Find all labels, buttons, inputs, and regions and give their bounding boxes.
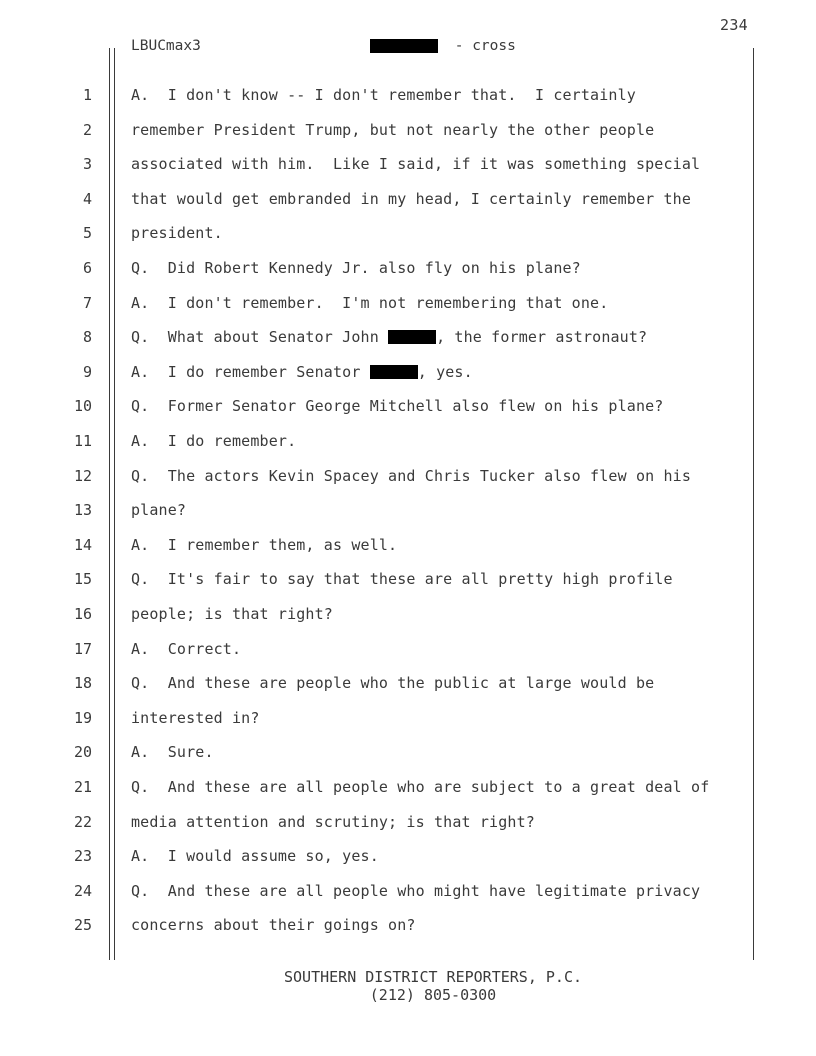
line-text	[131, 882, 700, 900]
line-text	[131, 536, 397, 554]
transcript-line	[0, 286, 816, 321]
line-number: 10	[73, 397, 92, 416]
transcript-line	[0, 389, 816, 424]
line-text-segment: concerns about their goings on?	[131, 916, 416, 935]
line-text	[131, 813, 535, 831]
transcript-line	[0, 355, 816, 390]
line-text-segment: A. I do remember.	[131, 432, 297, 450]
line-text-segment: president.	[131, 224, 223, 243]
line-text	[131, 743, 214, 761]
line-text-segment: A. I remember them, as well.	[131, 535, 398, 554]
line-text	[131, 778, 709, 796]
line-text-segment: Q. Did Robert Kennedy Jr. also fly on his plane?	[131, 259, 581, 277]
line-text	[131, 259, 581, 277]
line-number: 20	[73, 743, 92, 762]
line-text-segment: , yes.	[417, 362, 473, 381]
transcript-line	[0, 874, 816, 909]
line-number: 2	[82, 120, 92, 139]
redaction-block	[370, 39, 438, 53]
line-number: 18	[73, 674, 92, 693]
exam-type: - cross	[446, 38, 516, 54]
line-text-segment: interested in?	[131, 708, 260, 727]
line-text	[131, 86, 636, 104]
line-text-segment: media attention and scrutiny; is that right?	[131, 812, 535, 831]
line-text	[131, 397, 663, 415]
transcript-line	[0, 320, 816, 355]
line-text	[131, 432, 296, 450]
witness-header	[370, 38, 516, 54]
line-number: 25	[73, 916, 92, 935]
reporter-footer	[0, 968, 816, 1004]
transcript-line	[0, 666, 816, 701]
line-number: 9	[82, 362, 92, 381]
transcript-line	[0, 216, 816, 251]
case-code: LBUCmax3	[131, 38, 201, 54]
line-number: 7	[82, 293, 92, 312]
line-text	[131, 294, 608, 312]
line-number: 6	[82, 259, 92, 277]
line-text-segment: A. I would assume so, yes.	[131, 847, 379, 866]
line-text	[131, 640, 241, 658]
line-text	[131, 709, 260, 727]
transcript-line	[0, 528, 816, 563]
line-number: 15	[73, 570, 92, 589]
transcript-line	[0, 597, 816, 632]
line-number: 11	[73, 432, 92, 450]
line-number: 17	[73, 639, 92, 658]
line-text	[131, 190, 691, 208]
transcript-line	[0, 632, 816, 667]
reporter-phone: (212) 805-0300	[369, 986, 497, 1004]
line-text-segment: A. Correct.	[131, 639, 242, 658]
line-text	[131, 121, 654, 139]
line-text	[131, 328, 647, 346]
line-number: 14	[73, 535, 92, 554]
line-text-segment: Q. It's fair to say that these are all pretty high profile	[131, 570, 673, 589]
transcript-line	[0, 839, 816, 874]
line-text	[131, 363, 473, 381]
line-number: 13	[73, 501, 92, 520]
line-text-segment: Q. And these are all people who are subject to a great deal of	[131, 778, 710, 796]
line-text-segment: that would get embranded in my head, I certainly remember the	[131, 189, 692, 208]
line-number: 19	[73, 708, 92, 727]
transcript-line	[0, 770, 816, 805]
transcript-line	[0, 701, 816, 736]
line-number: 22	[73, 812, 92, 831]
line-text	[131, 467, 691, 485]
line-text-segment: Q. And these are all people who might have legitimate privacy	[131, 881, 701, 900]
redaction-block	[370, 365, 418, 379]
line-text	[131, 847, 379, 865]
transcript-line	[0, 147, 816, 182]
line-number: 23	[73, 847, 92, 866]
line-number: 8	[82, 328, 92, 347]
line-number: 5	[82, 224, 92, 243]
transcript-line	[0, 459, 816, 494]
transcript-line	[0, 735, 816, 770]
line-text	[131, 501, 186, 519]
redaction-block	[388, 330, 436, 344]
line-text-segment: people; is that right?	[131, 605, 333, 623]
line-text	[131, 605, 333, 623]
line-text-segment: plane?	[131, 501, 187, 520]
page-number: 234	[720, 16, 748, 34]
line-text-segment: A. Sure.	[131, 743, 214, 762]
line-text-segment: Q. What about Senator John	[131, 328, 389, 347]
line-number: 1	[82, 86, 92, 104]
line-text-segment: , the former astronaut?	[436, 328, 648, 347]
transcript-line	[0, 424, 816, 459]
line-text-segment: remember President Trump, but not nearly the other people	[131, 120, 655, 139]
line-number: 16	[73, 605, 92, 623]
line-text-segment: Q. The actors Kevin Spacey and Chris Tucker also flew on his	[131, 466, 692, 485]
reporter-name: SOUTHERN DISTRICT REPORTERS, P.C.	[283, 968, 582, 986]
transcript-line	[0, 251, 816, 286]
line-number: 4	[82, 189, 92, 208]
transcript-line	[0, 805, 816, 840]
line-text-segment: A. I don't know -- I don't remember that. I certainly	[131, 86, 636, 104]
line-text-segment: A. I do remember Senator	[131, 362, 370, 381]
line-number: 21	[73, 778, 92, 796]
line-text-segment: A. I don't remember. I'm not remembering that one.	[131, 293, 609, 312]
line-text	[131, 916, 416, 934]
transcript-line	[0, 562, 816, 597]
transcript-line	[0, 182, 816, 217]
line-text	[131, 155, 700, 173]
line-text-segment: associated with him. Like I said, if it was something special	[131, 155, 701, 174]
line-text-segment: Q. Former Senator George Mitchell also flew on his plane?	[131, 397, 664, 416]
line-text	[131, 570, 673, 588]
line-text	[131, 674, 654, 692]
line-number: 24	[73, 881, 92, 900]
transcript-line	[0, 908, 816, 943]
transcript-line	[0, 493, 816, 528]
line-number: 12	[73, 466, 92, 485]
line-number: 3	[82, 155, 92, 174]
line-text	[131, 224, 223, 242]
transcript-line	[0, 113, 816, 148]
line-text-segment: Q. And these are people who the public at large would be	[131, 674, 655, 693]
transcript-line	[0, 78, 816, 113]
